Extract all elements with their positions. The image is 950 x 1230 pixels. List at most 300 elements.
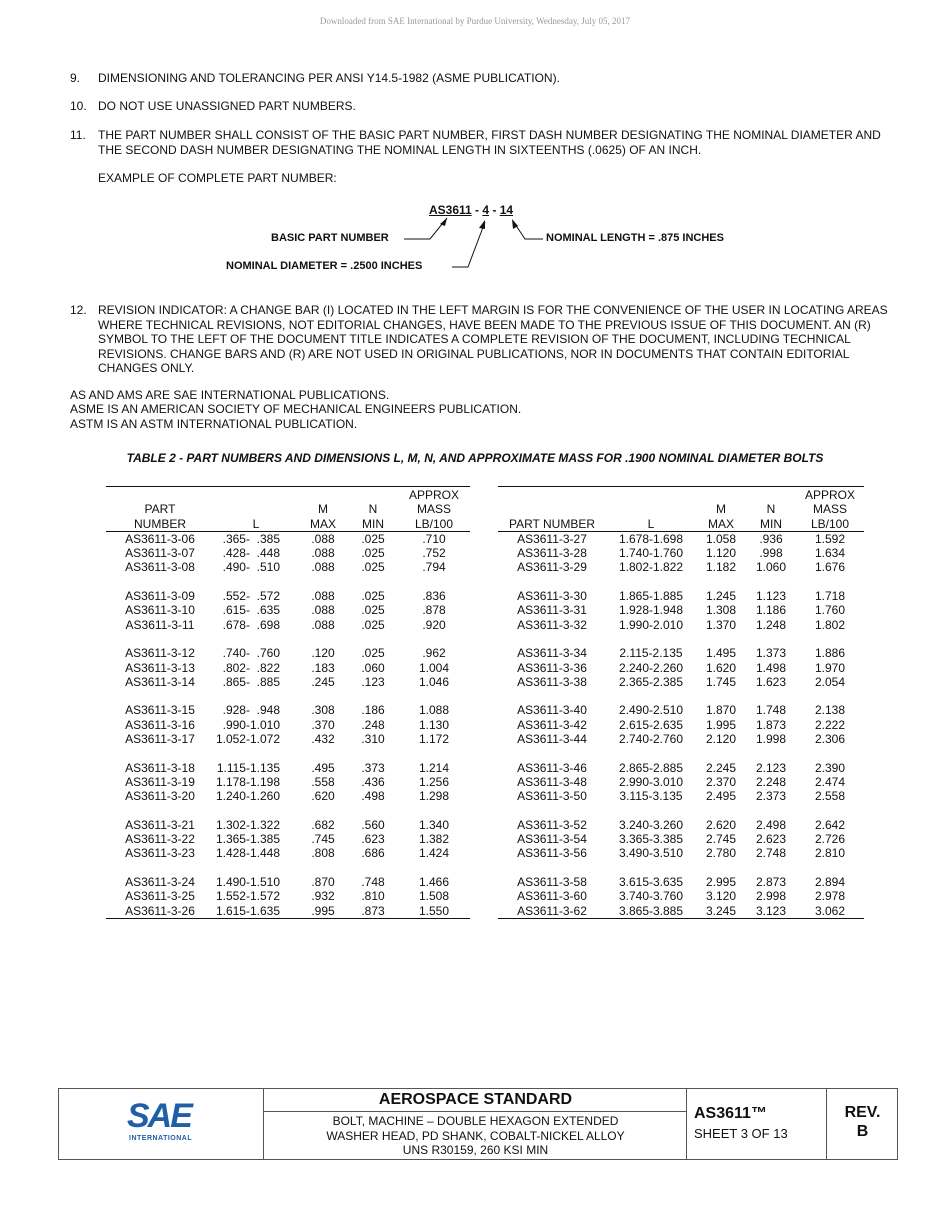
part-number-cell: AS3611-3-06 (125, 531, 195, 546)
mass-cell: 1.382 (418, 832, 450, 847)
part-number-cell: AS3611-3-20 (125, 789, 195, 804)
table-row (498, 846, 864, 860)
length-cell: 3.115-3.135 (619, 789, 683, 804)
m-max-cell: .620 (311, 789, 335, 804)
length-cell: .678- .698 (222, 617, 280, 632)
n-min-cell: .248 (361, 717, 385, 732)
example-sep: - (489, 203, 500, 217)
n-min-cell: 2.748 (755, 846, 787, 861)
table-row (498, 560, 864, 574)
table-row (498, 775, 864, 789)
length-cell: 3.865-3.885 (606, 904, 696, 919)
n-min-cell: 2.873 (755, 875, 787, 890)
length-cell: .865- .885 (222, 674, 280, 689)
length-cell: .428- .448 (222, 546, 280, 561)
part-number-cell: AS3611-3-11 (125, 617, 195, 632)
n-min-cell: .186 (361, 703, 385, 718)
part-number-cell: AS3611-3-29 (517, 560, 587, 575)
m-max-cell: .932 (311, 889, 335, 904)
part-number-cell: AS3611-3-24 (125, 875, 195, 890)
col-header: PART NUMBER (498, 517, 606, 532)
part-number-cell: AS3611-3-27 (517, 531, 587, 546)
part-number-cell: AS3611-3-32 (517, 617, 587, 632)
part-number-cell: AS3611-3-12 (125, 646, 195, 661)
table-row (106, 703, 470, 717)
revision-cell (826, 1089, 898, 1159)
n-min-cell: .623 (361, 832, 385, 847)
n-min-cell: 2.998 (755, 889, 787, 904)
table-row (106, 904, 470, 919)
mass-cell: 1.424 (418, 846, 450, 861)
n-min-cell: 2.498 (755, 817, 787, 832)
part-number-cell: AS3611-3-13 (125, 660, 195, 675)
table-row (498, 661, 864, 675)
note-text: DIMENSIONING AND TOLERANCING PER ANSI Y14.5-1982 (ASME PUBLICATION). (98, 71, 560, 85)
m-max-cell: .495 (311, 760, 335, 775)
n-min-cell: .025 (361, 646, 385, 661)
m-max-cell: .682 (311, 817, 335, 832)
nominal-length-label: NOMINAL LENGTH = .875 INCHES (546, 232, 724, 244)
table-row (106, 818, 470, 832)
length-cell: 2.740-2.760 (618, 732, 684, 747)
mass-cell: 1.046 (418, 674, 450, 689)
row-group-spacer (106, 804, 470, 818)
col-header: MASS (812, 502, 847, 517)
mass-cell: 1.634 (814, 546, 846, 561)
length-cell: 1.365-1.385 (215, 832, 280, 847)
n-min-cell: .748 (361, 875, 385, 890)
col-header: NUMBER (106, 517, 214, 532)
length-cell: 1.490-1.510 (215, 875, 280, 890)
part-number-cell: AS3611-3-36 (517, 660, 587, 675)
dimension-table-left (106, 486, 470, 919)
length-cell: 1.428-1.448 (215, 846, 280, 861)
m-max-cell: .370 (311, 717, 335, 732)
table-row (498, 904, 864, 919)
m-max-cell: 2.620 (705, 817, 737, 832)
col-header: APPROX (804, 488, 855, 502)
table-row (498, 718, 864, 732)
m-max-cell: .558 (311, 774, 335, 789)
note-text: REVISION INDICATOR: A CHANGE BAR (I) LOCATED IN THE LEFT MARGIN IS FOR THE CONVENIENCE OF THE USER IN LOCATING AREAS WHERE TECHNICAL REVISIONS, NOT EDITORIAL CHANGES, HAVE BEEN MADE TO THE PREVIOUS ISSUE OF THIS DOCUMENT. AN (R) SYMBOL TO THE LEFT OF THE DOCUMENT TITLE INDICATES A COMPLETE REVISION OF THE DOCUMENT, INCLUDING TECHNICAL REVISIONS. CHANGE BARS AND (R) ARE NOT USED IN ORIGINAL PUBLICATIONS, NOR IN DOCUMENTS THAT CONTAIN EDITORIAL CHANGES ONLY. (98, 303, 888, 375)
mass-cell: 2.474 (814, 774, 846, 789)
example-dash1: 4 (482, 203, 490, 217)
description-line: BOLT, MACHINE – DOUBLE HEXAGON EXTENDED (332, 1114, 619, 1128)
row-group-spacer (498, 575, 864, 589)
sae-logo (59, 1089, 263, 1159)
revision-value: B (856, 1123, 869, 1140)
mass-cell: 2.894 (814, 875, 846, 890)
note-text: THE PART NUMBER SHALL CONSIST OF THE BASIC PART NUMBER, FIRST DASH NUMBER DESIGNATING THE NOMINAL DIAMETER AND THE SECOND DASH NUMBER DESIGNATING THE NOMINAL LENGTH IN SIXTEENTHS (.0625) OF AN INCH. (98, 128, 881, 157)
length-cell: .490- .510 (222, 560, 280, 575)
mass-cell: .878 (422, 603, 446, 618)
col-header: MAX (298, 517, 348, 532)
part-number-cell: AS3611-3-25 (125, 889, 195, 904)
mass-cell: 1.214 (418, 760, 450, 775)
mass-cell: 1.130 (418, 717, 450, 732)
table-row (498, 889, 864, 903)
n-min-cell: 1.623 (755, 674, 787, 689)
table-row (498, 875, 864, 889)
n-min-cell: 1.248 (755, 617, 787, 632)
length-cell: 3.740-3.760 (618, 889, 684, 904)
m-max-cell: 1.870 (705, 703, 737, 718)
table-row (106, 603, 470, 617)
nominal-diameter-label: NOMINAL DIAMETER = .2500 INCHES (226, 260, 423, 272)
part-number-cell: AS3611-3-48 (517, 774, 587, 789)
mass-cell: 1.508 (418, 889, 450, 904)
m-max-cell: 1.745 (705, 674, 737, 689)
table-row (106, 775, 470, 789)
length-cell: 2.365-2.385 (618, 674, 684, 689)
part-number-cell: AS3611-3-50 (517, 789, 587, 804)
m-max-cell: 1.120 (705, 546, 737, 561)
table-row (106, 560, 470, 574)
length-cell: 1.678-1.698 (618, 531, 684, 546)
table-row (106, 832, 470, 846)
length-cell: .990-1.010 (222, 717, 280, 732)
length-cell: .615- .635 (222, 603, 280, 618)
mass-cell: 1.760 (814, 603, 846, 618)
table-row (106, 661, 470, 675)
m-max-cell: 1.308 (705, 603, 737, 618)
length-cell: .365- .385 (222, 531, 280, 546)
table-row (498, 732, 864, 746)
row-group-spacer (106, 689, 470, 703)
n-min-cell: .025 (361, 617, 385, 632)
length-cell: 2.240-2.260 (618, 660, 684, 675)
mass-cell: .920 (422, 617, 446, 632)
title-block (58, 1088, 898, 1160)
part-number-cell: AS3611-3-30 (517, 589, 587, 604)
mass-cell: 3.062 (796, 904, 864, 919)
note-12 (70, 303, 900, 376)
part-number-cell: AS3611-3-28 (517, 546, 587, 561)
mass-cell: .794 (422, 560, 446, 575)
length-cell: .802- .822 (222, 660, 280, 675)
m-max-cell: 2.495 (705, 789, 737, 804)
mass-cell: 1.592 (814, 531, 846, 546)
col-header: M (716, 502, 726, 517)
n-min-cell: 2.373 (755, 789, 787, 804)
length-cell: 3.490-3.510 (618, 846, 684, 861)
document-number: AS3611™ (694, 1105, 767, 1122)
m-max-cell: .745 (311, 832, 335, 847)
length-cell: .928- .948 (222, 703, 280, 718)
part-number-cell: AS3611-3-31 (517, 603, 587, 618)
table-row (498, 618, 864, 632)
m-max-cell: 1.245 (705, 589, 737, 604)
table-row (106, 718, 470, 732)
m-max-cell: .995 (298, 904, 348, 919)
table-row (498, 789, 864, 803)
part-number-cell: AS3611-3-22 (125, 832, 195, 847)
part-number-cell: AS3611-3-46 (517, 760, 587, 775)
table-row (106, 732, 470, 746)
col-header: APPROX (408, 488, 459, 502)
length-cell: 2.865-2.885 (618, 760, 684, 775)
m-max-cell: 1.495 (705, 646, 737, 661)
part-number-cell: AS3611-3-54 (517, 832, 587, 847)
mass-cell: 1.970 (814, 660, 846, 675)
dimension-table-right (498, 486, 864, 919)
part-number-cell: AS3611-3-42 (517, 717, 587, 732)
m-max-cell: .088 (311, 531, 335, 546)
m-max-cell: .808 (311, 846, 335, 861)
row-group-spacer (498, 804, 864, 818)
n-min-cell: .025 (361, 589, 385, 604)
table-row (106, 761, 470, 775)
mass-cell: 2.390 (814, 760, 846, 775)
length-cell: 2.990-3.010 (618, 774, 684, 789)
n-min-cell: 1.873 (755, 717, 787, 732)
mass-cell: 2.978 (814, 889, 846, 904)
length-cell: 2.615-2.635 (618, 717, 684, 732)
mass-cell: 1.886 (814, 646, 846, 661)
part-number-cell: AS3611-3-40 (517, 703, 587, 718)
mass-cell: 2.726 (814, 832, 846, 847)
col-header: N (766, 502, 776, 517)
mass-cell: 1.340 (418, 817, 450, 832)
n-min-cell: 1.373 (755, 646, 787, 661)
row-group-spacer (498, 861, 864, 875)
mass-cell: 1.718 (814, 589, 846, 604)
example-basic: AS3611 (429, 203, 472, 217)
length-cell: 1.052-1.072 (215, 732, 280, 747)
part-number-cell: AS3611-3-44 (517, 732, 587, 747)
part-number-cell: AS3611-3-56 (517, 846, 587, 861)
n-min-cell: 1.060 (755, 560, 787, 575)
n-min-cell: .025 (361, 546, 385, 561)
part-number-cell: AS3611-3-19 (125, 774, 195, 789)
m-max-cell: 2.370 (705, 774, 737, 789)
m-max-cell: 2.245 (705, 760, 737, 775)
mass-cell: 1.088 (418, 703, 450, 718)
example-dash2: 14 (499, 203, 514, 217)
table-row (106, 789, 470, 803)
part-number-cell: AS3611-3-38 (517, 674, 587, 689)
m-max-cell: 2.780 (705, 846, 737, 861)
note-number: 12. (70, 303, 87, 317)
n-min-cell: 2.623 (755, 832, 787, 847)
length-cell: 1.615-1.635 (214, 904, 298, 919)
length-cell: 1.990-2.010 (618, 617, 684, 632)
m-max-cell: 2.745 (705, 832, 737, 847)
part-number-cell: AS3611-3-34 (517, 646, 587, 661)
m-max-cell: 1.182 (705, 560, 737, 575)
sae-logo-subtitle: INTERNATIONAL (129, 1135, 193, 1142)
revision-label: REV. (844, 1104, 881, 1121)
table-row (106, 618, 470, 632)
length-cell: 2.115-2.135 (619, 646, 683, 661)
part-number-cell: AS3611-3-52 (517, 817, 587, 832)
note-number: 9. (70, 71, 81, 85)
m-max-cell: .870 (311, 875, 335, 890)
standard-description (264, 1112, 687, 1158)
basic-part-number-label: BASIC PART NUMBER (271, 232, 389, 244)
col-header: MAX (696, 517, 746, 532)
m-max-cell: .183 (311, 660, 335, 675)
col-header: N (368, 502, 378, 517)
m-max-cell: .088 (311, 560, 335, 575)
n-min-cell: .025 (361, 560, 385, 575)
mass-cell: 2.054 (814, 674, 846, 689)
part-number-cell: AS3611-3-16 (125, 717, 195, 732)
mass-cell: 1.004 (418, 660, 450, 675)
mass-cell: .710 (422, 531, 446, 546)
col-header: L (606, 517, 696, 532)
part-number-cell: AS3611-3-07 (125, 546, 195, 561)
length-cell: 1.240-1.260 (215, 789, 280, 804)
n-min-cell: .060 (361, 660, 385, 675)
n-min-cell: .436 (361, 774, 385, 789)
part-number-cell: AS3611-3-58 (517, 875, 587, 890)
table-row (106, 875, 470, 889)
table-row (106, 889, 470, 903)
row-group-spacer (106, 632, 470, 646)
m-max-cell: .245 (311, 674, 335, 689)
part-number-cell: AS3611-3-18 (125, 760, 195, 775)
col-header: L (214, 517, 298, 532)
table-row (106, 546, 470, 560)
m-max-cell: .088 (311, 589, 335, 604)
col-header: MASS (416, 502, 451, 517)
standard-title-cell (263, 1089, 687, 1159)
length-cell: 1.865-1.885 (618, 589, 684, 604)
table-row (106, 646, 470, 660)
col-header: MIN (746, 517, 796, 532)
row-group-spacer (498, 632, 864, 646)
table-title: TABLE 2 - PART NUMBERS AND DIMENSIONS L, M, N, AND APPROXIMATE MASS FOR .1900 NOMINAL DIAMETER BOLTS (126, 451, 824, 465)
table-row (498, 531, 864, 546)
table-row (106, 531, 470, 546)
example-sep: - (471, 203, 483, 217)
n-min-cell: .873 (348, 904, 398, 919)
length-cell: .552- .572 (222, 589, 280, 604)
n-min-cell: 1.998 (755, 732, 787, 747)
part-number-cell: AS3611-3-21 (125, 817, 195, 832)
n-min-cell: .373 (361, 760, 385, 775)
table-row (498, 818, 864, 832)
n-min-cell: 1.498 (755, 660, 787, 675)
n-min-cell: .025 (361, 603, 385, 618)
table-row (498, 603, 864, 617)
table-row (498, 832, 864, 846)
mass-cell: 1.550 (398, 904, 470, 919)
col-header: MIN (348, 517, 398, 532)
length-cell: 3.615-3.635 (618, 875, 684, 890)
part-number-cell: AS3611-3-15 (125, 703, 195, 718)
length-cell: 1.740-1.760 (618, 546, 684, 561)
part-number-cell: AS3611-3-26 (106, 904, 214, 919)
document-number-cell (686, 1089, 827, 1159)
n-min-cell: .310 (361, 732, 385, 747)
mass-cell: 2.642 (814, 817, 846, 832)
m-max-cell: 2.120 (705, 732, 737, 747)
left-table-body (106, 531, 470, 918)
row-group-spacer (106, 746, 470, 760)
col-header: PART (144, 502, 176, 517)
n-min-cell: .686 (361, 846, 385, 861)
n-min-cell: .025 (361, 531, 385, 546)
mass-cell: 1.172 (418, 732, 450, 747)
note-number: 11. (70, 128, 86, 142)
mass-cell: .836 (422, 589, 446, 604)
n-min-cell: .810 (361, 889, 385, 904)
table-row (106, 589, 470, 603)
row-group-spacer (106, 861, 470, 875)
mass-cell: 2.138 (814, 703, 846, 718)
length-cell: 3.365-3.385 (618, 832, 684, 847)
length-cell: 1.802-1.822 (618, 560, 684, 575)
m-max-cell: 3.120 (705, 889, 737, 904)
table-row (498, 675, 864, 689)
table-row (106, 675, 470, 689)
col-header: LB/100 (398, 517, 470, 532)
mass-cell: 1.676 (814, 560, 846, 575)
row-group-spacer (106, 575, 470, 589)
n-min-cell: .560 (361, 817, 385, 832)
n-min-cell: 1.123 (755, 589, 787, 604)
length-cell: 1.115-1.135 (216, 760, 280, 775)
col-header: LB/100 (796, 517, 864, 532)
length-cell: 1.928-1.948 (618, 603, 684, 618)
m-max-cell: .088 (311, 546, 335, 561)
n-min-cell: 2.123 (755, 760, 787, 775)
sae-logo-mark: SAE (127, 1097, 191, 1135)
part-number-cell: AS3611-3-23 (125, 846, 195, 861)
right-table-body (498, 531, 864, 918)
mass-cell: 2.810 (814, 846, 846, 861)
m-max-cell: 1.995 (705, 717, 737, 732)
m-max-cell: 1.370 (705, 617, 737, 632)
length-cell: 3.240-3.260 (618, 817, 684, 832)
table-row (106, 846, 470, 860)
part-number-cell: AS3611-3-10 (125, 603, 195, 618)
length-cell: 1.302-1.322 (215, 817, 280, 832)
sheet-number: SHEET 3 OF 13 (694, 1126, 788, 1141)
standard-heading: AEROSPACE STANDARD (264, 1089, 687, 1112)
m-max-cell: .088 (311, 603, 335, 618)
part-number-cell: AS3611-3-62 (498, 904, 606, 919)
m-max-cell: .308 (311, 703, 335, 718)
mass-cell: 1.256 (418, 774, 450, 789)
note-number: 10. (70, 99, 87, 113)
col-header: M (318, 502, 328, 517)
n-min-cell: 1.186 (755, 603, 787, 618)
table-row (498, 646, 864, 660)
part-number-cell: AS3611-3-09 (125, 589, 195, 604)
mass-cell: .752 (422, 546, 446, 561)
row-group-spacer (498, 746, 864, 760)
note-text: DO NOT USE UNASSIGNED PART NUMBERS. (98, 99, 356, 113)
publication-note: ASTM IS AN ASTM INTERNATIONAL PUBLICATION. (70, 417, 358, 431)
part-number-cell: AS3611-3-17 (125, 732, 195, 747)
publication-note: AS AND AMS ARE SAE INTERNATIONAL PUBLICATIONS. (70, 388, 390, 402)
mass-cell: 1.298 (418, 789, 450, 804)
m-max-cell: 3.245 (696, 904, 746, 919)
table-row (498, 546, 864, 560)
m-max-cell: .120 (311, 646, 335, 661)
n-min-cell: .498 (361, 789, 385, 804)
mass-cell: 1.466 (418, 875, 450, 890)
length-cell: 1.552-1.572 (215, 889, 280, 904)
table-row (498, 589, 864, 603)
example-caption: EXAMPLE OF COMPLETE PART NUMBER: (98, 171, 337, 185)
n-min-cell: 2.248 (755, 774, 787, 789)
publication-note: ASME IS AN AMERICAN SOCIETY OF MECHANICAL ENGINEERS PUBLICATION. (70, 402, 522, 416)
m-max-cell: 1.058 (705, 531, 737, 546)
